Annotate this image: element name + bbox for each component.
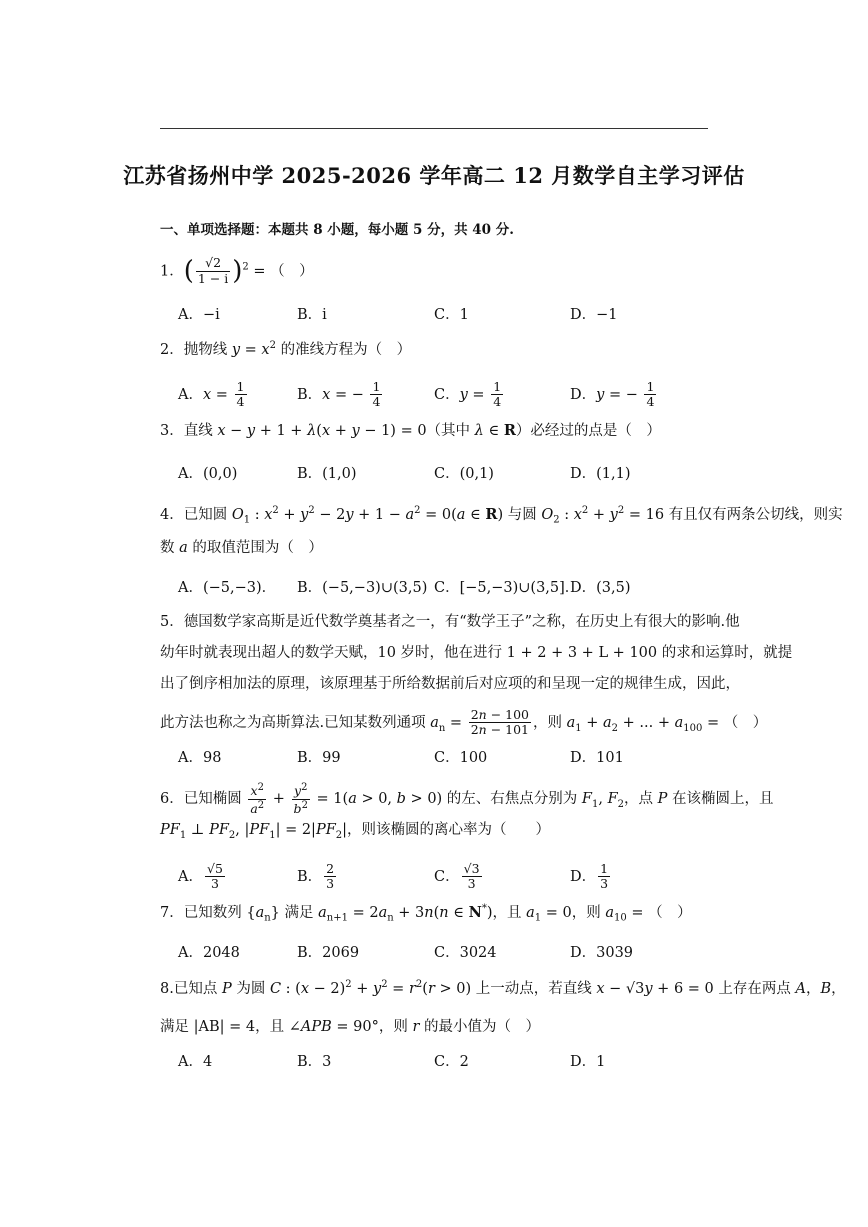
- answer-option-c[interactable]: C．(0,1): [434, 466, 494, 482]
- question-stem-continued: 数 a 的取值范围为（ ）: [160, 540, 323, 556]
- answer-option-d[interactable]: D．3039: [570, 945, 634, 961]
- answer-option-a[interactable]: A． $\frac{√5}{3}$: [178, 861, 223, 892]
- question-stem: 1．( $\frac{√2}{1 - i}$ )$^2$ = （ ）: [160, 255, 314, 286]
- answer-option-b[interactable]: B．(1,0): [297, 466, 357, 482]
- question-stem: 5．德国数学家高斯是近代数学奠基者之一，有“数学王子”之称，在历史上有很大的影响.他: [160, 614, 740, 630]
- answer-option-d[interactable]: D．101: [570, 750, 624, 766]
- answer-option-a[interactable]: A．(−5,−3)．: [178, 580, 277, 596]
- answer-option-b[interactable]: B．x = − $\frac{1}{4}$: [297, 379, 381, 410]
- answer-option-b[interactable]: B．i: [297, 307, 327, 323]
- question-stem-continued: $PF_1$ ⊥ $PF_2$, $|PF_1| = 2|PF_2|$，则该椭圆的离心率为（ ）: [160, 822, 551, 841]
- answer-option-a[interactable]: A．4: [178, 1054, 213, 1070]
- answer-option-a[interactable]: A．x = $\frac{1}{4}$: [178, 379, 245, 410]
- header-rule: [160, 128, 708, 129]
- question-stem: 6．已知椭圆 $\frac{x^2}{a^2}$ + $\frac{y^2}{b^2}$ = 1(a > 0, b > 0) 的左、右焦点分别为 $F_1$, $F_2$，点 P 在该椭圆上，且: [160, 782, 774, 816]
- answer-option-c[interactable]: C．3024: [434, 945, 497, 961]
- question-stem-continued: 幼年时就表现出超人的数学天赋，10 岁时，他在进行 1 + 2 + 3 + L + 100 的求和运算时，就提: [160, 645, 793, 661]
- answer-option-d[interactable]: D．−1: [570, 307, 618, 323]
- answer-option-c[interactable]: C．1: [434, 307, 469, 323]
- answer-option-b[interactable]: B． $\frac{2}{3}$: [297, 861, 335, 892]
- question-stem: 8.已知点 P 为圆 C : $(x - 2)^2 + y^2 = r^2(r > 0)$ 上一动点，若直线 x − √3y + 6 = 0 上存在两点 A，B，: [160, 979, 846, 997]
- question-stem-continued: 此方法也称之为高斯算法.已知某数列通项 $a_n$ = $\frac{2n - 100}{2n - 101}$ ，则 $a_1 + a_2$ + ... + $a_{100}$ = （ ）: [160, 707, 768, 738]
- answer-option-c[interactable]: C．[−5,−3)∪(3,5]．: [434, 580, 580, 596]
- answer-option-b[interactable]: B．3: [297, 1054, 332, 1070]
- answer-option-d[interactable]: D． $\frac{1}{3}$: [570, 861, 609, 892]
- answer-option-b[interactable]: B．2069: [297, 945, 360, 961]
- answer-option-c[interactable]: C．2: [434, 1054, 469, 1070]
- answer-option-a[interactable]: A．(0,0): [178, 466, 238, 482]
- question-stem: 2．抛物线 $y = x^2$ 的准线方程为（ ）: [160, 340, 412, 358]
- question-stem: 7．已知数列 $\{a_n\}$ 满足 $a_{n+1} = 2a_n + 3n(n$ ∈ N*)，且 $a_1 = 0$，则 $a_{10}$ = （ ）: [160, 903, 692, 924]
- answer-option-c[interactable]: C． $\frac{√3}{3}$: [434, 861, 480, 892]
- question-stem-continued: 满足 |AB| = 4，且 ∠APB = 90°，则 r 的最小值为（ ）: [160, 1019, 540, 1035]
- answer-option-d[interactable]: D．1: [570, 1054, 606, 1070]
- answer-option-a[interactable]: A．2048: [178, 945, 240, 961]
- answer-option-b[interactable]: B．(−5,−3)∪(3,5): [297, 580, 428, 596]
- answer-option-a[interactable]: A．98: [178, 750, 222, 766]
- question-stem: 4．已知圆 $O_1$ : $x^2 + y^2 - 2y + 1 - a^2 = 0(a$ ∈ R) 与圆 $O_2$ : $x^2 + y^2 = 16$ 有且仅有两条公切线，则实: [160, 505, 843, 526]
- answer-option-d[interactable]: D．y = − $\frac{1}{4}$: [570, 379, 655, 410]
- answer-option-a[interactable]: A．−i: [178, 307, 220, 323]
- question-stem: 3．直线 x − y + 1 + λ(x + y − 1) = 0（其中 λ ∈ R）必经过的点是（ ）: [160, 422, 661, 439]
- answer-option-b[interactable]: B．99: [297, 750, 341, 766]
- question-stem-continued: 出了倒序相加法的原理，该原理基于所给数据前后对应项的和呈现一定的规律生成，因此，: [160, 676, 740, 692]
- answer-option-c[interactable]: C．100: [434, 750, 488, 766]
- answer-option-d[interactable]: D．(1,1): [570, 466, 631, 482]
- answer-option-d[interactable]: D．(3,5): [570, 580, 631, 596]
- answer-option-c[interactable]: C．y = $\frac{1}{4}$: [434, 379, 502, 410]
- page-title: 江苏省扬州中学 2025-2026 学年高二 12 月数学自主学习评估: [123, 163, 745, 188]
- section-heading: 一、单项选择题：本题共 8 小题，每小题 5 分，共 40 分.: [160, 222, 514, 238]
